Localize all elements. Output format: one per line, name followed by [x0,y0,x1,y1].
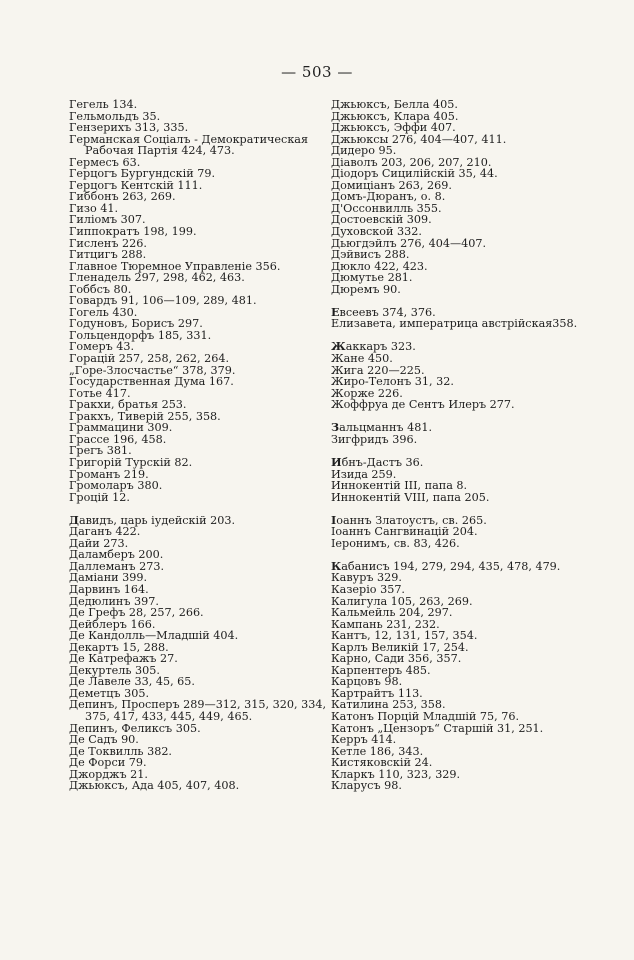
index-entry-text: Гензерихъ 313, 335. [69,121,189,135]
index-entry-text: Государственная Дума 167. [69,375,234,389]
index-entry-text: Депинъ, Просперъ 289—312, 315, 320, 334, 375, 417, 433, 445, 449, 465. [69,698,326,723]
index-entry-text: Кетле 186, 343. [331,744,424,758]
index-entry-text: Кальмейль 204, 297. [331,606,453,620]
index-entry-text: Духовской 332. [331,225,422,239]
index-entry-text: Кистяковскій 24. [331,756,433,770]
index-entry-text: „Горе-Злосчастье“ 378, 379. [69,363,236,377]
index-entry-text: Жоффруа де Сентъ Илеръ 277. [331,398,515,412]
index-entry-text: Д'Оссонвилль 355. [331,201,442,215]
index-entry-text: Гракхи, братья 253. [69,398,187,412]
index-entry-text: Калигула 105, 263, 269. [331,594,473,608]
index-entry-text: Громанъ 219. [69,467,149,481]
index-entry [69,699,331,722]
section-initial-letter: І [331,512,337,527]
index-entry-text: Гизо 41. [69,201,119,215]
index-column-left [69,99,331,792]
index-entry-text: Діаволъ 203, 206, 207, 210. [331,155,492,169]
index-entry-text: Декартъ 15, 288. [69,640,169,654]
index-entry-text: Готье 417. [69,386,131,400]
index-entry-text: Иннокентій III, папа 8. [331,479,468,493]
index-entry-text: Даміани 399. [69,571,148,585]
section-initial-letter: Е [331,304,340,319]
index-entry-text: Григорій Турскій 82. [69,455,193,469]
index-entry-text: Даллеманъ 273. [69,559,165,573]
index-entry-text: Даганъ 422. [69,525,141,539]
index-entry-text: Де Лавеле 33, 45, 65. [69,675,195,689]
index-entry-text: Декуртель 305. [69,663,160,677]
index-entry-text: аккаръ 323. [345,340,416,354]
index-entry-text: Дейблеръ 166. [69,617,156,631]
index-entry-text: Гроцій 12. [69,490,130,504]
index-entry-text: оаннъ Златоустъ, св. 265. [336,513,487,527]
index-entry-text: Гиппократъ 198, 199. [69,225,197,239]
index-entry-text: Кларусъ 98. [331,779,402,793]
index-entry-text: Карно, Сади 356, 357. [331,652,462,666]
index-entry-text: Де Садъ 90. [69,733,139,747]
index-entry [331,399,621,411]
index-entry-text: Джьюксъ, Ада 405, 407, 408. [69,779,240,793]
section-initial-letter: З [331,420,340,435]
index-entry-text: Грегъ 381. [69,444,132,458]
index-entry-text: Дидеро 95. [331,144,397,158]
index-entry-text: Джьюксъ, Клара 405. [331,109,459,123]
index-entry-text: Гермесъ 63. [69,155,141,169]
index-entry-text: Грассе 196, 458. [69,432,167,446]
index-entry-text: Джьюксы 276, 404—407, 411. [331,132,507,146]
index-entry-text: Жига 220—225. [331,363,425,377]
index-entry-text: абанисъ 194, 279, 294, 435, 478, 479. [341,559,561,573]
index-entry-text: Зигфридъ 396. [331,432,418,446]
index-entry-text: Депинъ, Феликсъ 305. [69,721,201,735]
index-entry-text: Де Токвилль 382. [69,744,172,758]
index-entry-text: Домиціанъ 263, 269. [331,178,452,192]
index-entry-text: Дарвинъ 164. [69,582,149,596]
index-entry-text: Кантъ, 12, 131, 157, 354. [331,629,478,643]
index-entry-text: Кавуръ 329. [331,571,402,585]
index-entry-text: Карпентеръ 485. [331,663,431,677]
index-entry-text: Громоларъ 380. [69,479,163,493]
index-entry [331,434,621,446]
index-entry-text: Карцовъ 98. [331,675,403,689]
index-entry-text: Іеронимъ, св. 83, 426. [331,536,460,550]
index-entry-text: Главное Тюремное Управленіе 356. [69,259,281,273]
index-entry-text: Кларкъ 110, 323, 329. [331,767,461,781]
index-entry-text: Деметцъ 305. [69,686,150,700]
index-entry-text: Иннокентій VIII, папа 205. [331,490,490,504]
index-entry-text: Картрайтъ 113. [331,686,423,700]
index-entry-text: Гегель 134. [69,98,138,111]
index-entry [69,780,331,792]
index-entry-text: Германская Соціалъ - Демократическая [69,132,309,146]
index-entry-text: Жиро-Телонъ 31, 32. [331,375,454,389]
index-entry-text: Джорджъ 21. [69,767,148,781]
index-entry-text: Іоаннъ Сангвинацій 204. [331,525,478,539]
index-entry-text: Дэйвисъ 288. [331,248,410,262]
index-entry-text: Горацій 257, 258, 262, 264. [69,352,230,366]
index-entry-text: Жорже 226. [331,386,403,400]
index-entry-text: Говардъ 91, 106—109, 289, 481. [69,294,257,308]
index-entry-text: Гогель 430. [69,305,138,319]
index-column-right [331,99,621,792]
index-entry-text: Карлъ Великій 17, 254. [331,640,469,654]
index-entry-text: бнъ-Дастъ 36. [341,455,424,469]
index-entry-text: Елизавета, императрица австрійская358. [331,317,578,331]
index-entry-text: Гоббсъ 80. [69,282,132,296]
index-entry-text: Катонъ „Цензоръ“ Старшій 31, 251. [331,721,544,735]
index-entry-text: Жане 450. [331,352,393,366]
index-entry-text: Катонъ Порцій Младшій 75, 76. [331,709,520,723]
index-entry [331,284,621,296]
index-entry-text: Дайи 273. [69,536,129,550]
index-entry-text: Герцогъ Кентскій 111. [69,178,203,192]
index-entry [69,492,331,504]
index-entry-text: Граммацини 309. [69,421,173,435]
index-entry-text: Гитцигъ 288. [69,248,147,262]
index-entry-text: авидъ, царь іудейскій 203. [78,513,236,527]
index-entry-text: Катилина 253, 358. [331,698,446,712]
section-initial-letter: И [331,454,342,469]
index-entry [331,492,621,504]
index-entry-text: Достоевскій 309. [331,213,432,227]
index-entry-text: Джьюксъ, Эффи 407. [331,121,456,135]
index-entry-text: Де Катрефажъ 27. [69,652,178,666]
index-entry-text: всеевъ 374, 376. [339,305,436,319]
index-entry-text: Герцогъ Бургундскій 79. [69,167,216,181]
index-entry-text: Дюкло 422, 423. [331,259,428,273]
index-entry-text: Кампань 231, 232. [331,617,440,631]
index-entry [331,538,621,550]
index-entry-text: Дедюлинъ 397. [69,594,159,608]
section-initial-letter: К [331,558,342,573]
index-entry-text: Даламберъ 200. [69,548,164,562]
index-entry-text: Дюремъ 90. [331,282,401,296]
page-number: — 503 — [281,63,353,81]
index-entry-text: Дьюгдэйлъ 276, 404—407. [331,236,487,250]
index-entry-text: альцманнъ 481. [339,421,433,435]
index-entry-text: Гисленъ 226. [69,236,147,250]
index-entry-text: Гельмольдъ 35. [69,109,161,123]
section-initial-letter: Ж [331,339,346,354]
section-initial-letter: Д [69,512,79,527]
index-entry-text: Керръ 414. [331,733,397,747]
index-entry-text: Гленадель 297, 298, 462, 463. [69,271,245,285]
index-entry [331,318,621,330]
index-entry [331,780,621,792]
index-entry-text: Гиліомъ 307. [69,213,146,227]
index-entry-text: Домъ-Дюранъ, о. 8. [331,190,446,204]
index-entry-text: Де Форси 79. [69,756,147,770]
index-entry-text: Джьюксъ, Белла 405. [331,98,458,111]
index-entry-text: Гиббонъ 263, 269. [69,190,176,204]
index-entry-text: Рабочая Партія 424, 473. [85,144,235,158]
index-entry-text: Гольцендорфъ 185, 331. [69,328,212,342]
index-entry-text: Гомеръ 43. [69,340,135,354]
index-entry-text: Де Кандолль—Младшій 404. [69,629,239,643]
index-entry-text: Гракхъ, Тиверій 255, 358. [69,409,221,423]
index-entry-text: Изида 259. [331,467,397,481]
index-entry-text: Де Грефъ 28, 257, 266. [69,606,204,620]
index-entry-text: Годуновъ, Борисъ 297. [69,317,203,331]
index-entry-text: Дюмутье 281. [331,271,413,285]
index-entry-text: Діодоръ Сицилійскій 35, 44. [331,167,498,181]
index-entry-text: Казеріо 357. [331,582,405,596]
